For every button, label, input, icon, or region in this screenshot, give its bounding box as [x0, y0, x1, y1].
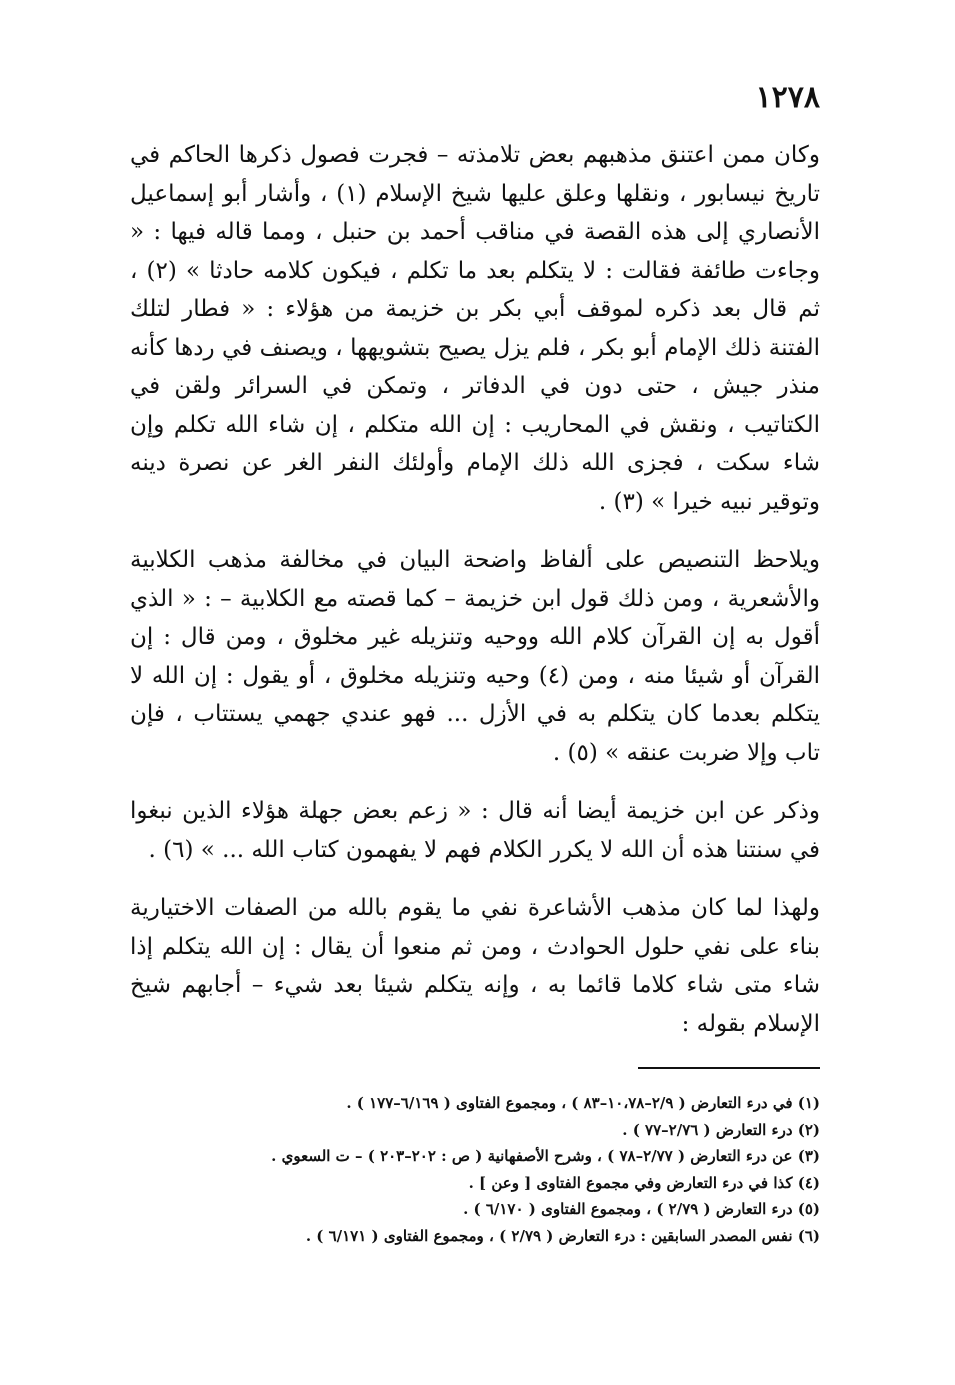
paragraph-3: وذكر عن ابن خزيمة أيضا أنه قال : « زعم بعض جهلة هؤلاء الذين نبغوا في سنتنا هذه أن الله لا يكرر الكلام فهم لا يفهمون كتاب الله ... » (٦) . [130, 798, 820, 863]
footnote-3: (٣) عن درء التعارض ( ٢/٧٧–٧٨ ) ، وشرح الأصفهانية ( ص : ٢٠٢–٢٠٣ ) – ت السعوي . [271, 1147, 820, 1165]
footnote-6: (٦) نفس المصدر السابقين : درء التعارض ( ٢/٧٩ ) ، ومجموع الفتاوى ( ٦/١٧١ ) . [305, 1226, 820, 1245]
footnote-2: (٢) درء التعارض ( ٢/٧٦–٧٧ ) . [622, 1120, 820, 1139]
paragraph-2: ويلاحظ التنصيص على ألفاظ واضحة البيان في مخالفة مذهب الكلابية والأشعرية ، ومن ذلك قول ابن خزيمة – كما قصته مع الكلابية – : « الذي أقول به إن القرآن كلام الله ووحيه وتنزيله غير مخلوق ، ومن قال : إن القرآن أو شيئا منه ، ومن (٤) وحيه وتنزيله مخلوق ، أو يقول : إن الله لا يتكلم بعدما كان يتكلم به في الأزل ... فهو عندي جهمي يستتاب ، فإن تاب وإلا ضربت عنقه » (٥) . [130, 547, 821, 766]
footnote-1: (١) في درء التعارض ( ٢/٩–١٠،٧٨–٨٣ ) ، ومجموع الفتاوى ( ٦/١٦٩–١٧٧ ) . [346, 1094, 820, 1112]
paragraph-1: وكان ممن اعتنق مذهبهم بعض تلامذته – فجرت فصول ذكرها الحاكم في تاريخ نيسابور ، ونقلها وعلق عليها شيخ الإسلام (١) ، وأشار أبو إسماعيل الأنصاري إلى هذه القصة في مناقب أحمد بن حنبل ، ومما قاله فيها : « وجاءت طائفة فقالت : لا يتكلم بعد ما تكلم ، فيكون كلامه حادثا » (٢) ، ثم قال بعد ذكره لموقف أبي بكر بن خزيمة من هؤلاء : « فطار لتلك الفتنة ذلك الإمام أبو بكر ، فلم يزل يصيح بتشويهها ، ويصنف في ردها كأنه منذر جيش ، حتى دون في الدفاتر ، وتمكن في السرائر ولقن في الكتاتيب ، ونقش في المحاريب : إن الله متكلم ، إن شاء الله تكلم وإن شاء سكت ، فجزى الله ذلك الإمام وأولئك النفر الغر عن نصرة دينه وتوقير نبيه خيرا » (٣) . [130, 142, 821, 515]
footnote-divider [638, 1067, 820, 1069]
footnotes [130, 1090, 820, 1249]
footnote-4: (٤) كذا في درء التعارض وفي مجموع الفتاوى [ وعن ] . [468, 1173, 820, 1192]
main-text [130, 136, 820, 1043]
footnote-5: (٥) درء التعارض ( ٢/٧٩ ) ، ومجموع الفتاوى ( ٦/١٧٠ ) . [463, 1200, 820, 1218]
paragraph-4: ولهذا لما كان مذهب الأشاعرة نفي ما يقوم بالله من الصفات الاختيارية بناء على نفي حلول الحوادث ، ومن ثم منعوا أن يقال : إن الله يتكلم إذا شاء متى شاء كلاما قائما به ، وإنه يتكلم شيئا بعد شيء – أجابهم شيخ الإسلام بقوله : [130, 895, 820, 1037]
page-number: ١٢٧٨ [755, 80, 820, 115]
